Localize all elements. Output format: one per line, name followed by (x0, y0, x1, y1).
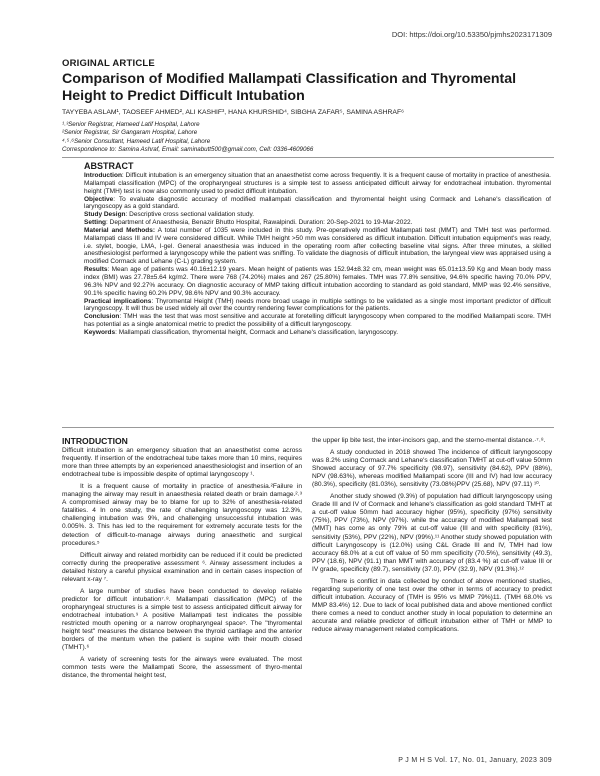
doi-link[interactable]: DOI: https://doi.org/10.53350/pjmhs2023171309 (391, 30, 552, 39)
abstract-text: : Thyromental Height (TMH) needs more broad usage in multiple settings to be validated as a single most important predictor of difficult laryngoscopy. It will thus be used widely all over the country rendering fewer complications for the patients. (84, 297, 551, 313)
article-type: ORIGINAL ARTICLE (62, 58, 155, 69)
abstract-text: A total number of 1035 were included in this study. Pre-operatively modified Mallampati test (MMT) and TMH test was performed. Mallampati class III and IV were considered difficult. While TMH height >50 mm was considered as difficult intubation. Difficult intubation equipment's was ready, i.e. stylet, boogie, LMA, I-gel. General anaesthesia was induced in the operating room after collecting baseline vital signs. After three minutes, a skilled anesthesiologist performed a laryngoscopy while the patient was sniffing. To validate the diagnosis of difficult intubation, the laryngeal view was appraised using a modified Cormack and Lehane (C-L) grading system. (84, 226, 551, 266)
body-paragraph: It is a frequent cause of mortality in practice of anesthesia.²Failure in managing the airway may result in anaesthesia related death or brain damage.²˒³ A compromised airway may be to blame for up to 32% of anesthesia-related fatalities. 4 In one study, the rate of challenging laryngoscopy was 12.3%, challenging intubation was 9%, and challenging unsuccessful intubation was 0.005%. 3. This has led to the requirement for extremely accurate tests for the detection of difficult-to-manage airways during anaesthetic and surgical procedures.⁵ (62, 483, 302, 547)
affiliation-line: ⁴˒⁵˒⁶Senior Consultant, Hameed Latif Hospital, Lahore (62, 137, 211, 145)
abstract-heading: ABSTRACT (84, 161, 134, 171)
body-paragraph: A variety of screening tests for the airways were evaluated. The most common tests were the Mallampati Score, the assessment of thyro-mental distance, the thromental height test, (62, 656, 302, 680)
affiliation-line: ¹˒³Senior Registrar, Hameed Latif Hospital, Lahore (62, 121, 200, 128)
abstract-label: Practical implications (84, 297, 152, 305)
body-column-right (312, 437, 552, 638)
author-list: TAYYEBA ASLAM¹, TAOSEEF AHMED², ALI KASHIF³, HANA KHURSHID⁴, SIBGHA ZAFAR⁵, SAMINA ASHRAF⁶ (62, 109, 404, 116)
abstract-label: Objective (84, 195, 114, 203)
abstract-paragraph (84, 219, 551, 227)
body-paragraph: A study conducted in 2018 showed The incidence of difficult laryngoscopy was 8.2% using Cormack and Lehane's classification TMHT at cut-off value 50mm Showed accuracy of 97.7% specificity (98.97), sensitivity (84.62), PPV (88%), NPV (98.63%), whereas modified Mallampati score (III and IV) had low accuracy (80.3%), specificity (81.03%), sensitivity (73.08%)PPV (25.68), NPV (97.11) ¹⁰. (312, 449, 552, 489)
abstract-label: Results (84, 266, 108, 274)
abstract-text: : Department of Anaesthesia, Benazir Bhutto Hospital, Rawalpindi. Duration: 20-Sep-2021 to 19-Mar-2022. (106, 219, 413, 227)
abstract-section (62, 157, 554, 428)
abstract-paragraph (84, 172, 551, 196)
abstract-paragraph (84, 211, 551, 219)
body-paragraph: There is conflict in data collected by conduct of above mentioned studies, regarding superiority of one test over the other in terms of accuracy to predict difficult intubation. Accuracy of (TMH is 95% vs MMP 79%)11. (TMH 68.0% vs MMP 83.4%) 12. Due to lack of local published data and above mentioned conflict there comes a need to conduct another study in local population to determine an accurate and reliable predictor of difficult intubation either of TMH or MMP to reduce airway management related complications. (312, 577, 552, 634)
body-paragraph: Another study showed (9.3%) of population had difficult laryngoscopy using Grade III and IV of Cormack and lehane's classification as gold standard TMHT at a cut-off value 50mm had accuracy higher (95%), specificity (97%) sensitivity (75%), PPV (73%), NPV (97%). while the accuracy of modified Mallampati test (MMT) has come as only 79% at cut-off value (III and with specificity (81%), sensitivity (53%), PPV (22%), NPV (99%).¹¹ Another study showed population with difficult Laryngoscopy is (12.0%) using C&L Grade III and IV, TMH had low accuracy 68.0% at a cut off value of 50 mm specificity (70.5%), sensitivity (49.3), PPV (18.6), NPV (91.1) than MMT with accuracy of (83.4 %) at cut-off value III or IV grade, specificity (89.7), sensitivity (37.0), PPV (32.9), NPV (91.3%).¹² (312, 493, 552, 573)
abstract-text: : Mallampati classification, thyromental height, Cormack and Lehane's classification, laryngoscopy. (115, 328, 398, 336)
section-heading-introduction: INTRODUCTION (62, 436, 128, 446)
affiliations (62, 121, 552, 154)
body-column-left (62, 437, 302, 684)
affiliation-line: ²Senior Registrar, Sir Gangaram Hospital, Lahore (62, 129, 198, 137)
abstract-label: Material and Methods: (84, 226, 156, 234)
abstract-label: Introduction (84, 172, 122, 179)
abstract-text: : To evaluate diagnostic accuracy of modified mallampati classification and thyromental height using Cormack and Lehane's classification of laryngoscopy as a gold standard. (84, 195, 551, 211)
abstract-label: Setting (84, 219, 107, 227)
page-title: Comparison of Modified Mallampati Classification and Thyromental Height to Predict Difficult Intubation (62, 71, 517, 104)
abstract-text: : Mean age of patients was 40.16±12.19 years. Mean height of patients was 152.94±8.32 cm, mean weight was 65.01±13.59 Kg and Mean body mass index (BMI) was 27.78±5.64 kg/m2. There were 768 (74.20%) males and 267 (25.80%) females. TMH was 77.8% sensitive, 94.6% specific having 70.0% PPV, 96.3% NPV and 92.27% accuracy. On diagnostic accuracy of MMP taking difficult intubation according to standard as gold standard, MMP was 92.4% sensitive, 90.1% specific having 60.2% PPV, 98.6% NPV and 90.3% accuracy. (84, 266, 551, 297)
abstract-paragraph (84, 196, 551, 212)
abstract-label: Keywords (84, 328, 116, 336)
body-paragraph: Difficult airway and related morbidity can be reduced if it could be predicted correctly during the preoperative assessment ⁶. Airway assessment includes a detailed history a careful physical examination and in certain cases inspection of relevant x-ray ⁷. (62, 551, 302, 583)
page-footer: P J M H S Vol. 17, No. 01, January, 2023 309 (398, 757, 552, 764)
abstract-paragraph (84, 313, 551, 329)
abstract-paragraph (84, 266, 551, 297)
body-paragraph: Difficult intubation is an emergency situation that an anaesthetist come across frequently. If insertion of the endotracheal tube takes more than 10 mins, requires more than three attempts by an experienced anaesthesiologist and insertion of an endotracheal tube is impossible despite of optimal laryngoscopy ¹. (62, 447, 302, 479)
correspondence-line: Correspondence to: Samina Ashraf, Email: saminabutt500@gmail.com, Cell: 0336-4609066 (62, 145, 314, 153)
body-paragraph: the upper lip bite test, the inter-incisors gap, and the sterno-mental distance.·⁷˒⁸. (312, 437, 546, 444)
abstract-paragraph (84, 329, 551, 337)
abstract-paragraph (84, 298, 551, 314)
abstract-text: : TMH was the test that was most sensitive and accurate at foretelling difficult laryngoscopy when compared to the modified Mallampati score. TMH has potential as a single anatomical metric to predict the possibility of a difficult laryngoscopy. (84, 313, 551, 329)
abstract-text: : Difficult intubation is an emergency situation that an anaesthetist come across frequently. It is a frequent cause of mortality in practice of anesthesia. Mallampati classification (MPC) of the oropharyngeal structures is a simple test to assess anticipated difficult airway for endotracheal intubation. thyromental height (TMH) test is now also commonly used to predict difficult intubation. (84, 172, 551, 195)
body-paragraph: A large number of studies have been conducted to develop reliable predictor for difficult intubation⁷˒⁸. Mallampati classification (MPC) of the oropharyngeal structures is a simple test to assess anticipated difficult airway for endotracheal intubation.⁹ A positive Mallampati test indicates the possible restricted mouth opening or a narrow oropharyngeal space⁵. The "thyromental height test" measures the distance between the thyroid cartilage and the anterior borders of the mentum when the patient is supine with their mouth closed (TMHT).⁶ (62, 587, 302, 652)
abstract-label: Conclusion (84, 313, 120, 321)
abstract-text: : Descriptive cross sectional validation study. (125, 211, 255, 219)
abstract-paragraph (84, 227, 551, 266)
abstract-label: Study Design (84, 211, 126, 219)
